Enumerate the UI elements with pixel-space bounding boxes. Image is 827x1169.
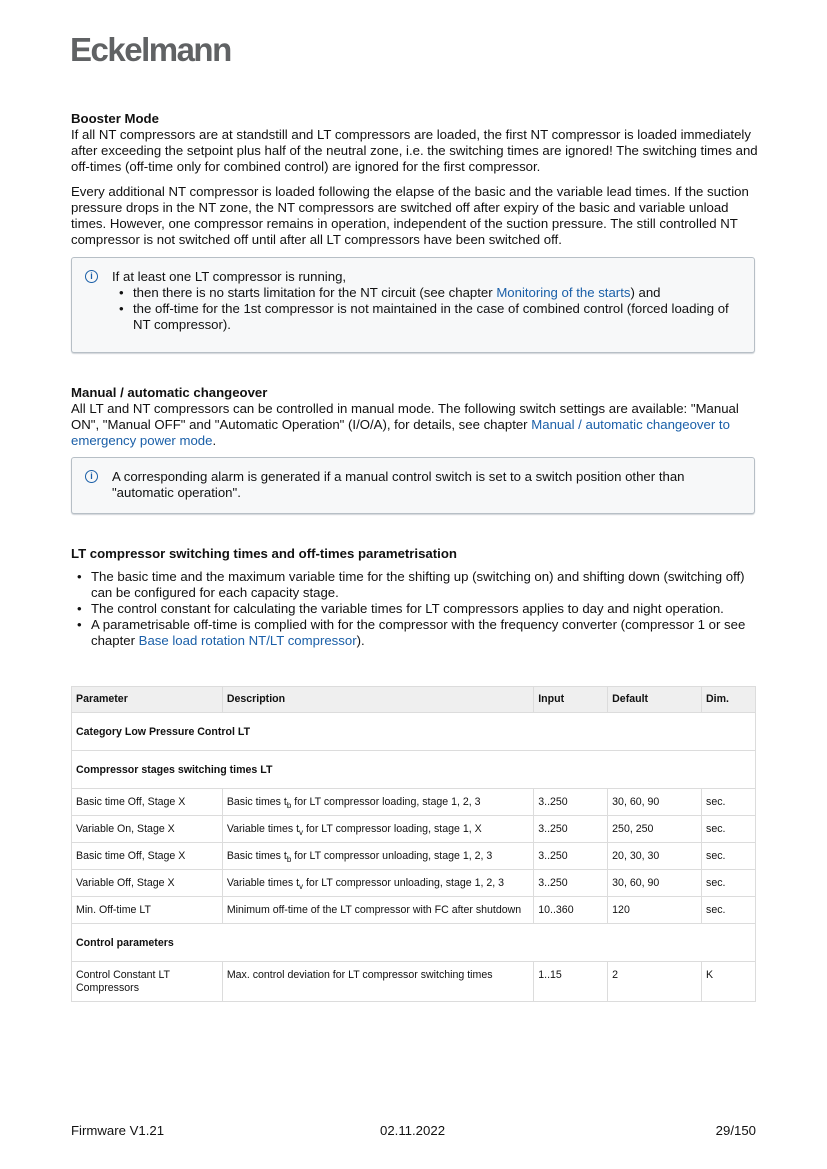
cell-parameter: Variable On, Stage X xyxy=(72,816,223,843)
cell-parameter: Min. Off-time LT xyxy=(72,897,223,924)
text: ). xyxy=(356,633,365,648)
info-note xyxy=(71,257,755,353)
header-description: Description xyxy=(222,687,533,713)
category-row xyxy=(72,713,756,751)
cell-input: 3..250 xyxy=(534,816,608,843)
text: for LT compressor loading, stage 1, 2, 3 xyxy=(291,796,481,808)
text: . xyxy=(212,433,217,448)
list-item: • the off-time for the 1st compressor is not maintained in the case of combined control (forced loading of NT compressor). xyxy=(133,301,734,333)
cell-input: 3..250 xyxy=(534,789,608,816)
cell-default: 120 xyxy=(608,897,702,924)
cell-default: 2 xyxy=(608,962,702,1002)
table-row xyxy=(72,962,756,1002)
header-parameter: Parameter xyxy=(72,687,223,713)
text: All LT and NT compressors can be controlled in manual mode. The following switch settings are available: "Manual ON", "Manual OFF" and "Automatic Operation" (I/O/A), for details, see chapter xyxy=(71,401,739,432)
subscript: v xyxy=(299,882,304,892)
text: for LT compressor unloading, stage 1, 2, 3 xyxy=(303,877,505,889)
category-label: Category Low Pressure Control LT xyxy=(72,713,756,751)
cell-parameter: Basic time Off, Stage X xyxy=(72,789,223,816)
table-row xyxy=(72,870,756,897)
text: ) and xyxy=(630,285,661,300)
table-row xyxy=(72,897,756,924)
section-heading: Manual / automatic changeover xyxy=(71,385,268,400)
cell-description: Max. control deviation for LT compressor switching times xyxy=(222,962,533,1002)
section-heading: LT compressor switching times and off-times parametrisation xyxy=(71,546,457,561)
text: Basic times t xyxy=(226,796,287,808)
cell-parameter: Basic time Off, Stage X xyxy=(72,843,223,870)
footer-firmware: Firmware V1.21 xyxy=(71,1123,165,1138)
table-header-row xyxy=(72,687,756,713)
cell-default: 30, 60, 90 xyxy=(608,789,702,816)
footer-date: 02.11.2022 xyxy=(380,1123,446,1138)
cell-description xyxy=(222,897,533,924)
cell-default: 30, 60, 90 xyxy=(608,870,702,897)
text: Basic times t xyxy=(226,850,287,862)
cell-default: 250, 250 xyxy=(608,816,702,843)
cell-description xyxy=(222,789,533,816)
text: Variable times t xyxy=(226,823,300,835)
cell-description xyxy=(222,870,533,897)
table-row xyxy=(72,843,756,870)
text: for LT compressor loading, stage 1, X xyxy=(303,823,482,835)
subscript: b xyxy=(286,855,292,865)
cell-dim: sec. xyxy=(702,897,756,924)
manual-section xyxy=(71,385,759,449)
text: A parametrisable off-time is complied with for the compressor with the frequency converter (compressor 1 or see chapter xyxy=(91,617,746,648)
lt-section xyxy=(71,546,759,649)
info-icon: i xyxy=(85,270,98,283)
cell-input: 1..15 xyxy=(534,962,608,1002)
list-item xyxy=(133,285,734,301)
link-monitoring-starts[interactable]: Monitoring of the starts xyxy=(496,285,631,300)
table-row xyxy=(72,789,756,816)
cell-dim: sec. xyxy=(702,870,756,897)
subscript: b xyxy=(286,801,292,811)
paragraph: If all NT compressors are at standstill and LT compressors are loaded, the first NT compressor is loaded immediately after exceeding the setpoint plus half of the neutral zone, i.e. the switching times are ignored! The switching times and off-times (off-time only for combined control) are ignored for the first compressor. xyxy=(71,127,758,174)
text: Minimum off-time of the LT compressor with FC after shutdown xyxy=(226,904,522,916)
note-text: If at least one LT compressor is running, xyxy=(112,269,347,284)
cell-parameter: Control Constant LT Compressors xyxy=(72,962,223,1002)
cell-description xyxy=(222,816,533,843)
header-default: Default xyxy=(608,687,702,713)
note-text: A corresponding alarm is generated if a manual control switch is set to a switch position other than "automatic operation". xyxy=(112,469,685,500)
booster-section xyxy=(71,111,759,248)
text: then there is no starts limitation for the NT circuit (see chapter xyxy=(133,285,497,300)
header-input: Input xyxy=(534,687,608,713)
cell-description xyxy=(222,843,533,870)
subcategory-label: Compressor stages switching times LT xyxy=(72,751,756,789)
cell-input: 10..360 xyxy=(534,897,608,924)
footer-page-number: 29/150 xyxy=(715,1123,756,1138)
paragraph xyxy=(71,401,759,449)
subcategory-row xyxy=(72,924,756,962)
paragraph: Every additional NT compressor is loaded following the elapse of the basic and the variable lead times. If the suction pressure drops in the NT zone, the NT compressors are switched off after expiry of the basic and variable unload times. However, one compressor remains in operation, independent of the suction pressure. The still controlled NT compressor is not switched off until after all LT compressors have been switched off. xyxy=(71,184,749,247)
info-note xyxy=(71,457,755,514)
list-item: • The control constant for calculating the variable times for LT compressors applies to day and night operation. xyxy=(91,601,759,617)
section-heading: Booster Mode xyxy=(71,111,159,126)
link-manual-changeover[interactable]: Manual / automatic changeover to emergency power mode xyxy=(71,417,730,448)
cell-default: 20, 30, 30 xyxy=(608,843,702,870)
subcategory-row xyxy=(72,751,756,789)
cell-dim: sec. xyxy=(702,843,756,870)
link-base-load-rotation[interactable]: Base load rotation NT/LT compressor xyxy=(138,633,357,648)
table-row xyxy=(72,816,756,843)
eckelmann-logo: Eckelmann xyxy=(70,31,231,68)
subscript: v xyxy=(299,828,304,838)
header-dim: Dim. xyxy=(702,687,756,713)
cell-dim: sec. xyxy=(702,789,756,816)
cell-dim: K xyxy=(702,962,756,1002)
cell-input: 3..250 xyxy=(534,870,608,897)
text: Variable times t xyxy=(226,877,300,889)
list-item xyxy=(91,617,759,649)
cell-dim: sec. xyxy=(702,816,756,843)
cell-input: 3..250 xyxy=(534,843,608,870)
info-icon: i xyxy=(85,470,98,483)
parameter-table xyxy=(71,686,756,1002)
list-item: • The basic time and the maximum variable time for the shifting up (switching on) and shifting down (switching off) can be configured for each capacity stage. xyxy=(91,569,759,601)
cell-parameter: Variable Off, Stage X xyxy=(72,870,223,897)
text: for LT compressor unloading, stage 1, 2, 3 xyxy=(291,850,493,862)
subcategory-label: Control parameters xyxy=(72,924,756,962)
